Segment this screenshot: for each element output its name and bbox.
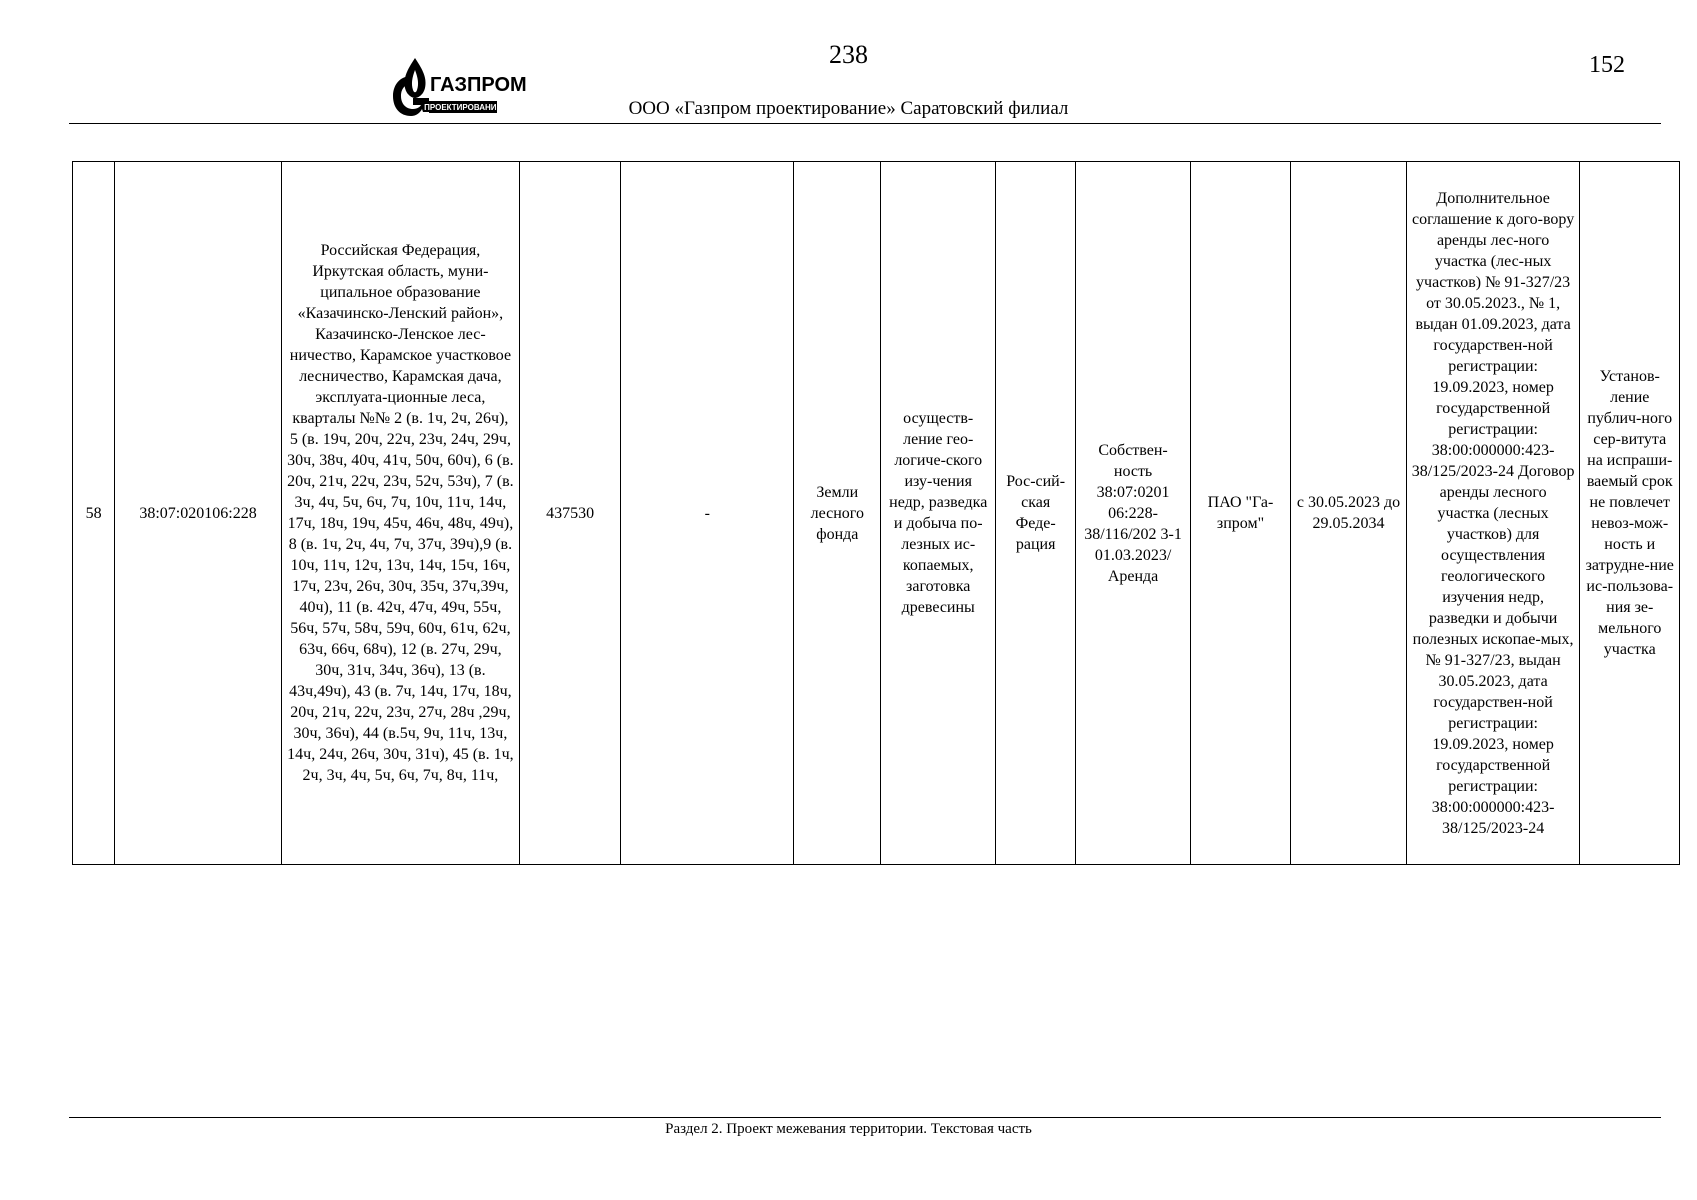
logo-wordmark: ГАЗПРОМ: [430, 74, 527, 96]
cell-extra: -: [621, 162, 794, 865]
land-plot-table: [72, 161, 1680, 865]
cell-permitted-use: осуществ-ление гео-логиче-ского изу-чения недр, разведка и добыча по-лезных ис-копаемых, заготовка древесины: [881, 162, 995, 865]
footer-text: Раздел 2. Проект межевания территории. Текстовая часть: [665, 1121, 1032, 1137]
cell-land-category: Земли лесного фонда: [794, 162, 881, 865]
cell-ownership: Рос-сий-ская Феде-рация: [995, 162, 1075, 865]
header-rule: [69, 123, 1661, 124]
cell-documents: Дополнительное соглашение к дого-вору аренды лес-ного участка (лес-ных участков) № 91-327/23 от 30.05.2023., № 1, выдан 01.09.2023, дата государствен-ной регистрации: 19.09.2023, номер государственной регистрации: 38:00:000000:423-38/125/2023-24 Договор аренды лесного участка (лесных участков) для осуществления геологического изучения недр, разведки и добычи полезных ископае-мых, № 91-327/23, выдан 30.05.2023, дата государствен-ной регистрации: 19.09.2023, номер государственной регистрации: 38:00:000000:423-38/125/2023-24: [1406, 162, 1580, 865]
cell-area: 437530: [519, 162, 620, 865]
logo-subtitle: ПРОЕКТИРОВАНИЕ: [424, 103, 502, 112]
cell-cadastral-number: 38:07:020106:228: [115, 162, 282, 865]
cell-term: с 30.05.2023 до 29.05.2034: [1291, 162, 1407, 865]
page-number-center: 238: [829, 40, 868, 69]
cell-row-number: 58: [73, 162, 115, 865]
cell-servitude-purpose: Установ-ление публич-ного сер-витута на испраши-ваемый срок не повлечет невоз-мож-ность и затрудне-ние ис-пользова-ния зе-мельного участка: [1580, 162, 1680, 865]
organization-title: ООО «Газпром проектирование» Саратовский филиал: [628, 98, 1069, 119]
footer-rule: [69, 1117, 1661, 1118]
cell-holder: ПАО "Га-зпром": [1190, 162, 1290, 865]
cell-right-registration: Собствен-ность 38:07:0201 06:228-38/116/202 3-1 01.03.2023/ Аренда: [1076, 162, 1190, 865]
cell-address: Российская Федерация, Иркутская область, муни-ципальное образование «Казачинско-Ленский район», Казачинско-Ленское лес-ничество, Карамское участковое лесничество, Карамская дача, эксплуата-ционные леса, кварталы №№ 2 (в. 1ч, 2ч, 26ч), 5 (в. 19ч, 20ч, 22ч, 23ч, 24ч, 29ч, 30ч, 38ч, 40ч, 41ч, 50ч, 60ч), 6 (в. 20ч, 21ч, 22ч, 23ч, 52ч, 53ч), 7 (в. 3ч, 4ч, 5ч, 6ч, 7ч, 10ч, 11ч, 14ч, 17ч, 18ч, 19ч, 45ч, 46ч, 48ч, 49ч), 8 (в. 1ч, 2ч, 4ч, 7ч, 37ч, 39ч),9 (в. 10ч, 11ч, 12ч, 13ч, 14ч, 15ч, 16ч, 17ч, 23ч, 26ч, 30ч, 35ч, 37ч,39ч, 40ч), 11 (в. 42ч, 47ч, 49ч, 55ч, 56ч, 57ч, 58ч, 59ч, 60ч, 61ч, 62ч, 63ч, 66ч, 68ч), 12 (в. 27ч, 29ч, 30ч, 31ч, 34ч, 36ч), 13 (в. 43ч,49ч), 43 (в. 7ч, 14ч, 17ч, 18ч, 20ч, 21ч, 22ч, 23ч, 27ч, 28ч ,29ч, 30ч, 36ч), 44 (в.5ч, 9ч, 11ч, 13ч, 14ч, 24ч, 26ч, 30ч, 31ч), 45 (в. 1ч, 2ч, 3ч, 4ч, 5ч, 6ч, 7ч, 8ч, 11ч,: [281, 162, 519, 865]
page-number-right: 152: [1589, 52, 1625, 78]
table-row: [73, 162, 1680, 865]
